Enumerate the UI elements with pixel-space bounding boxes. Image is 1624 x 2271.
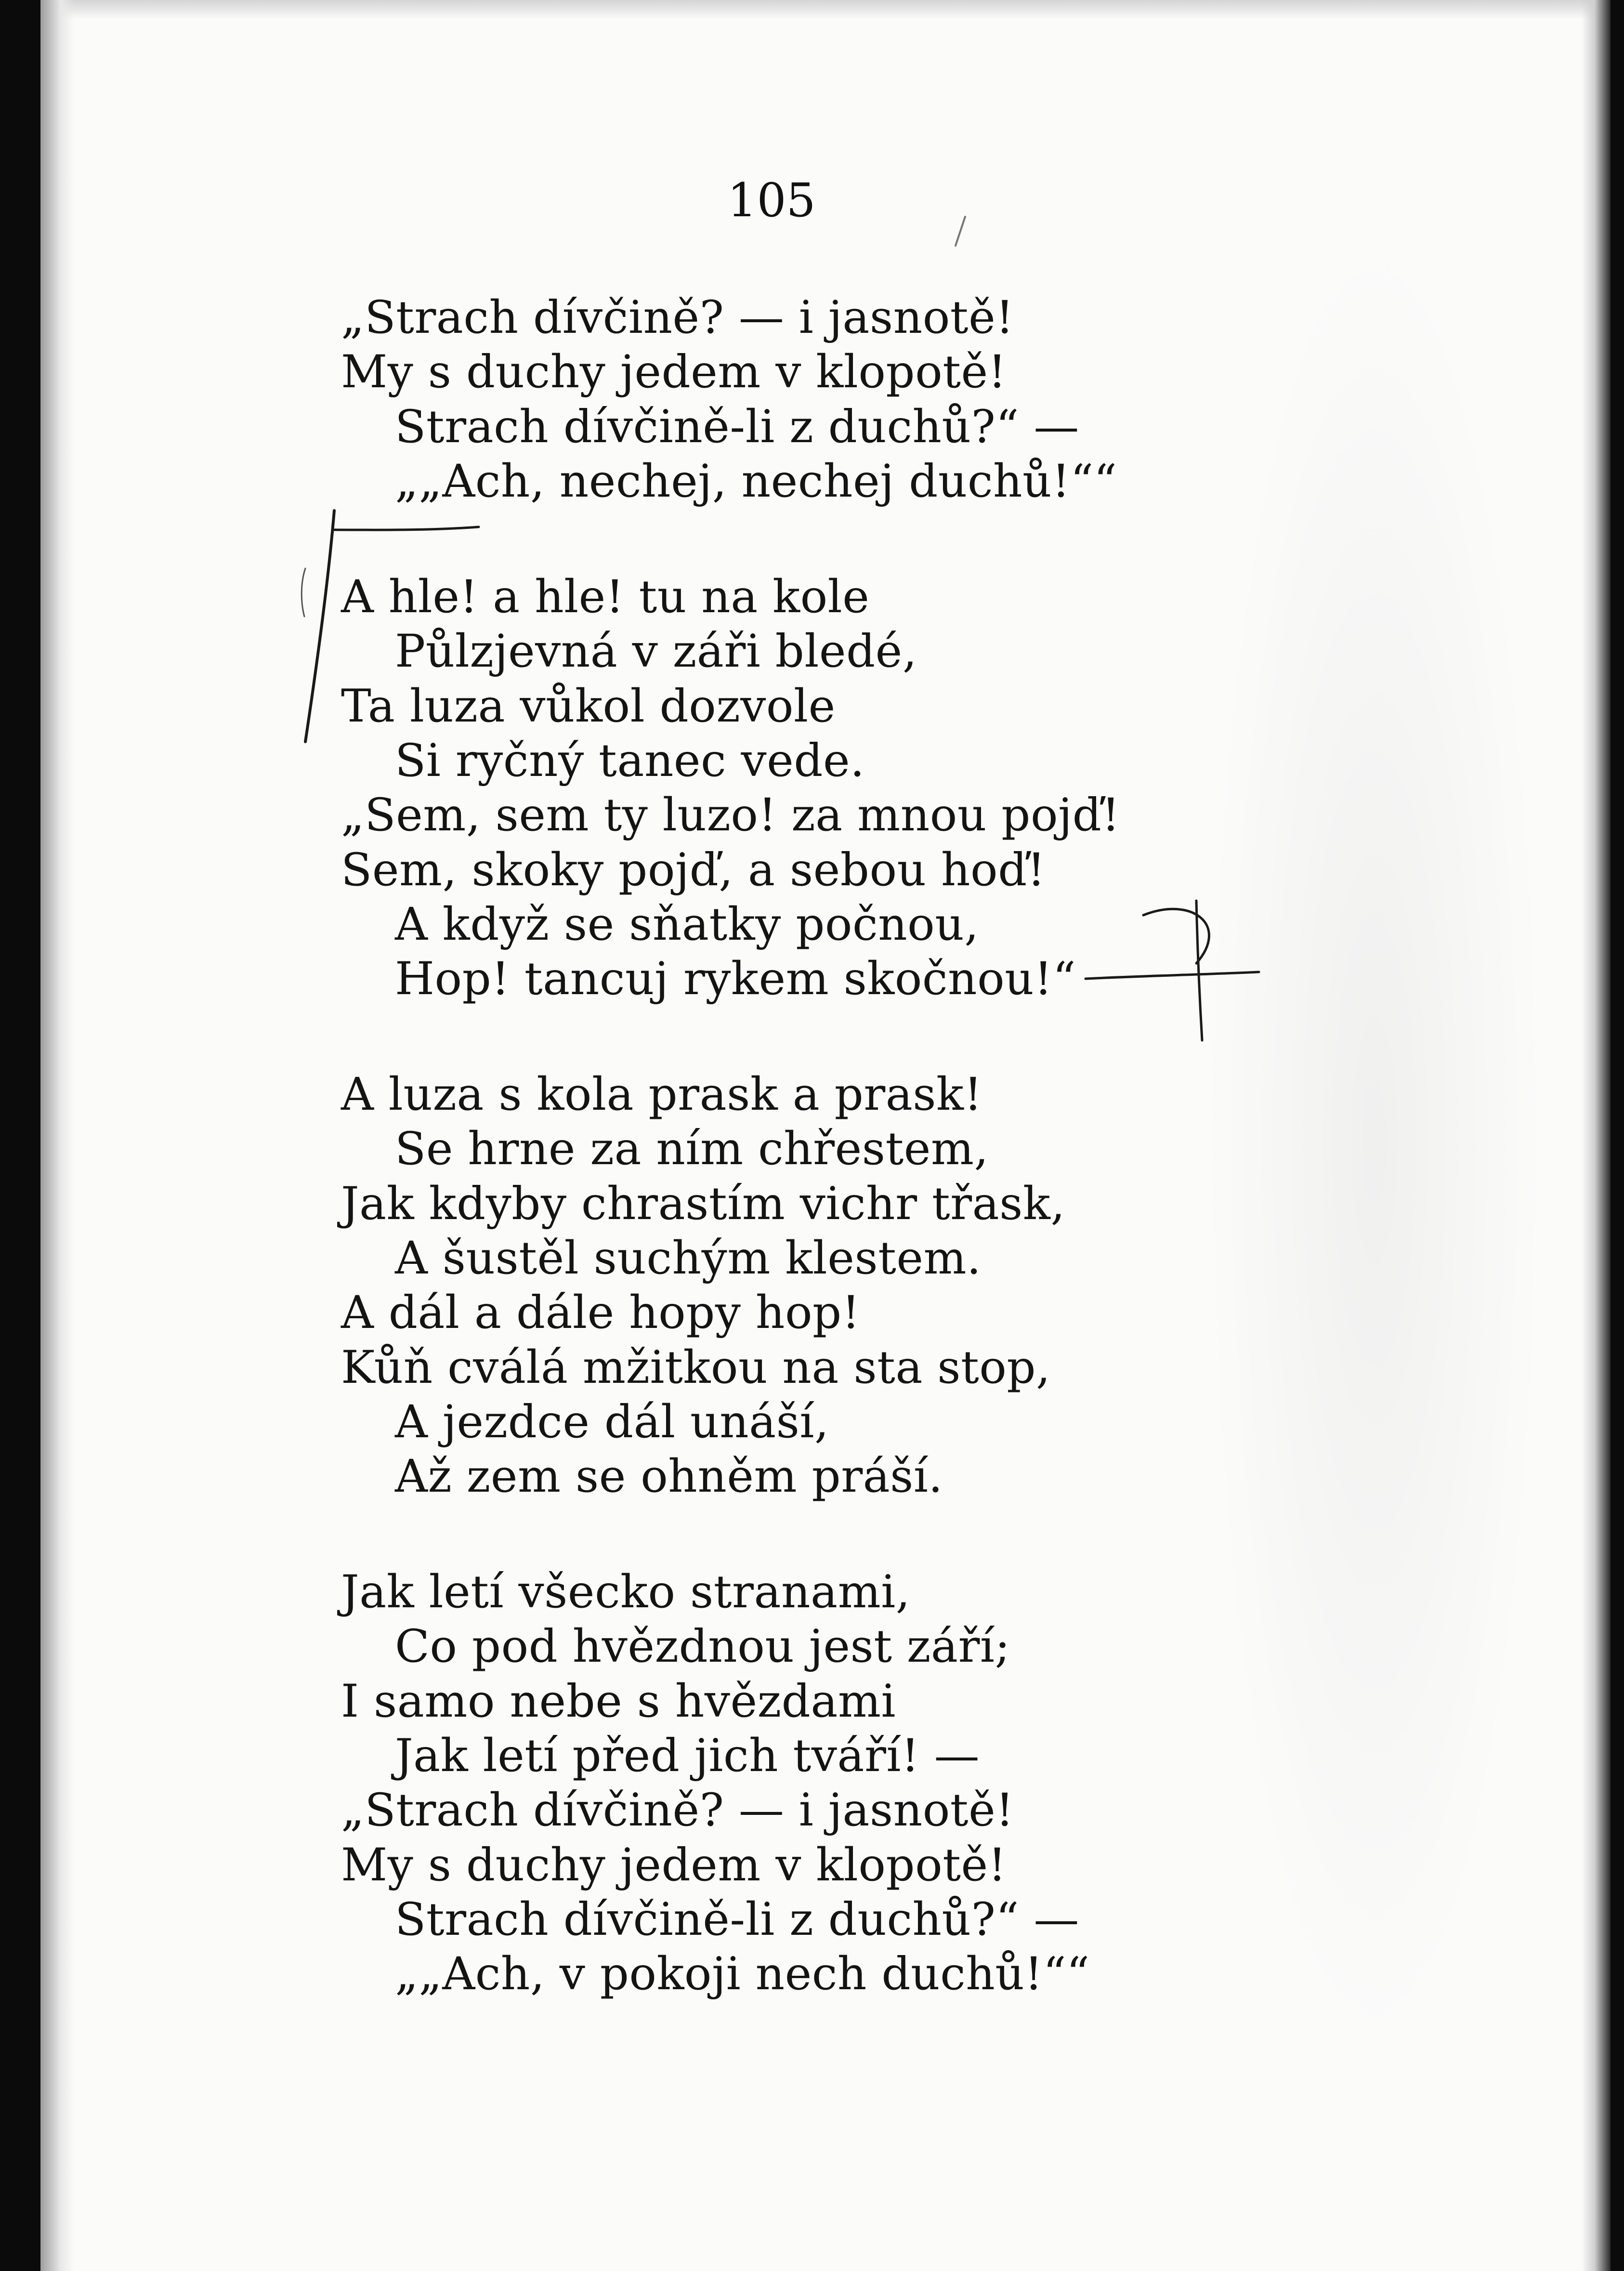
- poem-line: Jak kdyby chrastím vichr třask,: [341, 1178, 1065, 1230]
- book-page: [40, 0, 1611, 2271]
- poem-line: A šustěl suchým klestem.: [395, 1232, 982, 1285]
- poem-line: Kůň cválá mžitkou na sta stop,: [341, 1341, 1051, 1394]
- poem-line: „Strach dívčině? — i jasnotě!: [341, 1784, 1014, 1837]
- page-number: 105: [727, 173, 816, 227]
- poem-line: I samo nebe s hvězdami: [341, 1675, 896, 1728]
- poem-line: Si ryčný tanec vede.: [395, 735, 865, 787]
- spine-shadow: [40, 0, 74, 2271]
- poem-line: Jak letí před jich tváří! —: [395, 1730, 980, 1782]
- poem-line: Ta luza vůkol dozvole: [341, 680, 836, 733]
- poem-line: My s duchy jedem v klopotě!: [341, 346, 1007, 398]
- poem-line: „Strach dívčině? — i jasnotě!: [341, 291, 1014, 344]
- poem-line: A hle! a hle! tu na kole: [341, 571, 870, 623]
- pencil-mark-right: [1076, 886, 1278, 1069]
- poem-line: Co pod hvězdnou jest září;: [395, 1620, 1010, 1673]
- pencil-tick-top: [941, 212, 980, 250]
- pencil-mark-left: [252, 501, 551, 751]
- poem-line: Se hrne za ním chřestem,: [395, 1123, 989, 1175]
- poem-line: Strach dívčině-li z duchů?“ —: [395, 401, 1079, 453]
- poem-line: A jezdce dál unáší,: [395, 1396, 829, 1448]
- poem-line: „„Ach, v pokoji nech duchů!““: [395, 1948, 1090, 2000]
- poem-line: Strach dívčině-li z duchů?“ —: [395, 1893, 1079, 1946]
- poem-line: Hop! tancuj rykem skočnou!“: [395, 953, 1076, 1005]
- page-right-edge: [1582, 0, 1611, 2271]
- poem-line: Sem, skoky pojď, a sebou hoď!: [341, 844, 1046, 896]
- poem-line: A když se sňatky počnou,: [395, 898, 979, 951]
- poem-line: „„Ach, nechej, nechej duchů!““: [395, 455, 1117, 508]
- show-through-bleed: [1206, 226, 1543, 2057]
- poem-line: A luza s kola prask a prask!: [341, 1068, 982, 1121]
- poem-line: A dál a dále hopy hop!: [341, 1286, 861, 1339]
- poem-line: Půlzjevná v záři bledé,: [395, 625, 917, 678]
- poem-line: Jak letí všecko stranami,: [341, 1566, 911, 1618]
- poem-line: My s duchy jedem v klopotě!: [341, 1839, 1007, 1891]
- page-top-edge: [40, 0, 1611, 19]
- poem-line: „Sem, sem ty luzo! za mnou pojď!: [341, 789, 1120, 841]
- poem-line: Až zem se ohněm práší.: [395, 1450, 943, 1503]
